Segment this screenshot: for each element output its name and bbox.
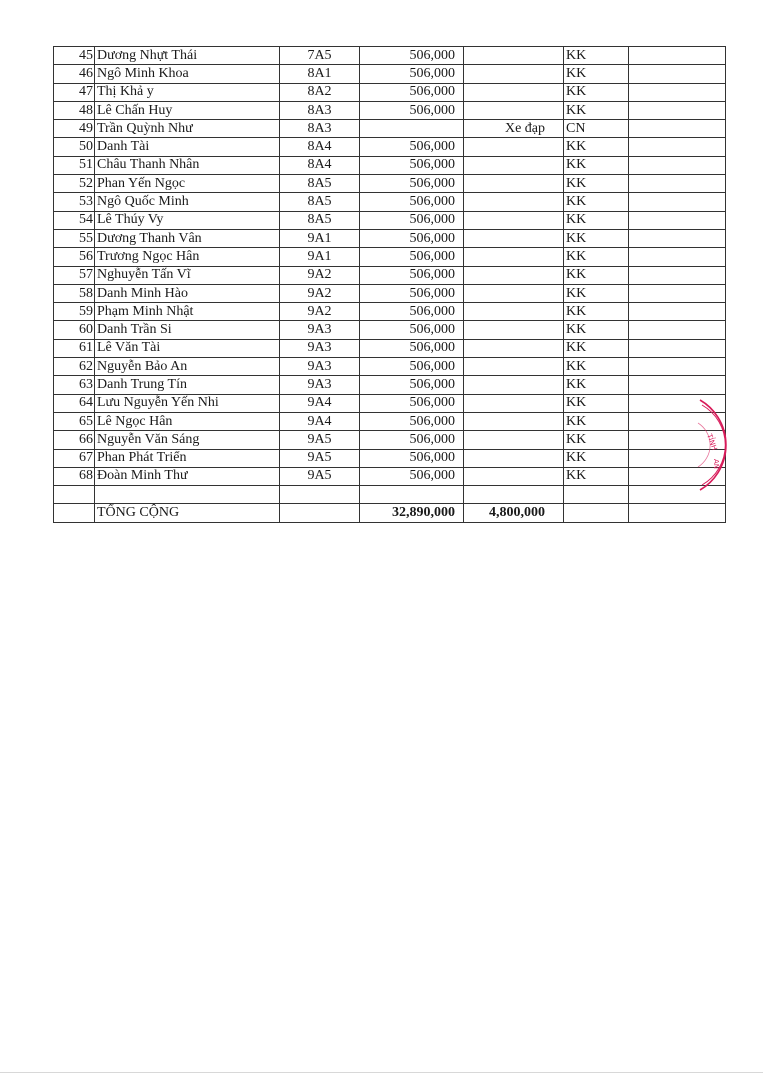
note-cell <box>629 211 726 229</box>
note-cell <box>629 193 726 211</box>
amount-cell: 506,000 <box>360 156 464 174</box>
type-cell: KK <box>564 412 629 430</box>
row-number: 60 <box>54 321 95 339</box>
amount-cell: 506,000 <box>360 358 464 376</box>
class-cell: 8A4 <box>280 156 360 174</box>
row-number: 47 <box>54 83 95 101</box>
amount-cell: 506,000 <box>360 449 464 467</box>
student-name: Lê Chấn Huy <box>95 101 280 119</box>
row-number: 53 <box>54 193 95 211</box>
amount-cell: 506,000 <box>360 211 464 229</box>
class-cell: 8A2 <box>280 83 360 101</box>
class-cell: 9A2 <box>280 284 360 302</box>
table-row <box>54 47 726 65</box>
class-cell: 9A2 <box>280 303 360 321</box>
amount-cell: 506,000 <box>360 284 464 302</box>
row-number: 50 <box>54 138 95 156</box>
row-number: 56 <box>54 248 95 266</box>
amount-cell: 506,000 <box>360 138 464 156</box>
type-cell: CN <box>564 120 629 138</box>
class-cell: 9A3 <box>280 321 360 339</box>
total-amount: 32,890,000 <box>360 504 464 522</box>
other-cell <box>464 156 564 174</box>
class-cell: 9A5 <box>280 431 360 449</box>
class-cell: 8A3 <box>280 101 360 119</box>
svg-text:TỈNH: TỈNH <box>705 432 719 452</box>
other-cell <box>464 449 564 467</box>
note-cell <box>629 120 726 138</box>
table-row <box>54 467 726 485</box>
row-number: 45 <box>54 47 95 65</box>
note-cell <box>629 175 726 193</box>
class-cell: 9A3 <box>280 358 360 376</box>
table-row <box>54 303 726 321</box>
row-number: 48 <box>54 101 95 119</box>
other-cell <box>464 358 564 376</box>
svg-text:AN: AN <box>712 459 720 470</box>
type-cell: KK <box>564 467 629 485</box>
row-number: 55 <box>54 229 95 247</box>
amount-cell: 506,000 <box>360 193 464 211</box>
amount-cell: 506,000 <box>360 248 464 266</box>
other-cell <box>464 193 564 211</box>
type-cell: KK <box>564 65 629 83</box>
row-number: 64 <box>54 394 95 412</box>
note-cell <box>629 83 726 101</box>
other-cell <box>464 412 564 430</box>
type-cell: KK <box>564 303 629 321</box>
student-name: Dương Thanh Vân <box>95 229 280 247</box>
total-note-cell <box>629 504 726 522</box>
type-cell: KK <box>564 431 629 449</box>
table-row <box>54 412 726 430</box>
type-cell: KK <box>564 449 629 467</box>
table-row <box>54 120 726 138</box>
amount-cell: 506,000 <box>360 431 464 449</box>
student-name: Ngô Minh Khoa <box>95 65 280 83</box>
class-cell: 9A1 <box>280 248 360 266</box>
type-cell: KK <box>564 101 629 119</box>
student-name: Lê Thúy Vy <box>95 211 280 229</box>
other-cell <box>464 284 564 302</box>
amount-cell: 506,000 <box>360 339 464 357</box>
total-row <box>54 504 726 522</box>
table-row <box>54 339 726 357</box>
amount-cell: 506,000 <box>360 65 464 83</box>
type-cell: KK <box>564 175 629 193</box>
table-row <box>54 138 726 156</box>
page-edge <box>0 1072 763 1073</box>
other-cell <box>464 211 564 229</box>
class-cell: 8A5 <box>280 175 360 193</box>
row-number: 67 <box>54 449 95 467</box>
class-cell: 9A4 <box>280 394 360 412</box>
other-cell <box>464 376 564 394</box>
amount-cell: 506,000 <box>360 47 464 65</box>
student-name: Phan Phát Triển <box>95 449 280 467</box>
note-cell <box>629 303 726 321</box>
student-name <box>95 486 280 504</box>
row-number: 65 <box>54 412 95 430</box>
table-row <box>54 358 726 376</box>
type-cell: KK <box>564 193 629 211</box>
student-name: Danh Trần Si <box>95 321 280 339</box>
other-cell <box>464 65 564 83</box>
row-number: 58 <box>54 284 95 302</box>
type-cell: KK <box>564 248 629 266</box>
student-name: Đoàn Minh Thư <box>95 467 280 485</box>
type-cell: KK <box>564 376 629 394</box>
class-cell: 8A3 <box>280 120 360 138</box>
table-row <box>54 321 726 339</box>
total-class-cell <box>280 504 360 522</box>
amount-cell: 506,000 <box>360 83 464 101</box>
type-cell: KK <box>564 138 629 156</box>
table-row <box>54 175 726 193</box>
student-name: Phan Yến Ngọc <box>95 175 280 193</box>
row-number: 52 <box>54 175 95 193</box>
other-cell <box>464 431 564 449</box>
table-row <box>54 101 726 119</box>
student-name: Dương Nhựt Thái <box>95 47 280 65</box>
student-name: Danh Trung Tín <box>95 376 280 394</box>
amount-cell: 506,000 <box>360 412 464 430</box>
note-cell <box>629 339 726 357</box>
other-cell <box>464 321 564 339</box>
table-row <box>54 449 726 467</box>
other-cell <box>464 486 564 504</box>
class-cell: 8A1 <box>280 65 360 83</box>
type-cell: KK <box>564 339 629 357</box>
class-cell: 9A3 <box>280 339 360 357</box>
table-row <box>54 284 726 302</box>
total-label: TỔNG CỘNG <box>95 504 280 522</box>
row-number: 49 <box>54 120 95 138</box>
class-cell: 8A5 <box>280 211 360 229</box>
amount-cell: 506,000 <box>360 394 464 412</box>
row-number: 54 <box>54 211 95 229</box>
note-cell <box>629 101 726 119</box>
student-name: Trần Quỳnh Như <box>95 120 280 138</box>
amount-cell: 506,000 <box>360 321 464 339</box>
note-cell <box>629 156 726 174</box>
row-number: 57 <box>54 266 95 284</box>
other-cell <box>464 47 564 65</box>
note-cell <box>629 47 726 65</box>
total-other: 4,800,000 <box>464 504 564 522</box>
table-row <box>54 193 726 211</box>
note-cell <box>629 284 726 302</box>
class-cell: 9A5 <box>280 467 360 485</box>
total-no-cell <box>54 504 95 522</box>
other-cell <box>464 101 564 119</box>
other-cell <box>464 266 564 284</box>
note-cell <box>629 229 726 247</box>
type-cell: KK <box>564 229 629 247</box>
type-cell: KK <box>564 211 629 229</box>
note-cell <box>629 266 726 284</box>
other-cell <box>464 339 564 357</box>
student-name: Trương Ngọc Hân <box>95 248 280 266</box>
table-row <box>54 431 726 449</box>
amount-cell <box>360 486 464 504</box>
type-cell <box>564 486 629 504</box>
row-number: 61 <box>54 339 95 357</box>
type-cell: KK <box>564 156 629 174</box>
class-cell: 9A4 <box>280 412 360 430</box>
table-row <box>54 211 726 229</box>
type-cell: KK <box>564 83 629 101</box>
row-number: 62 <box>54 358 95 376</box>
table-row <box>54 394 726 412</box>
other-cell: Xe đạp <box>464 120 564 138</box>
student-name: Lê Văn Tài <box>95 339 280 357</box>
note-cell <box>629 358 726 376</box>
note-cell <box>629 248 726 266</box>
table-row <box>54 229 726 247</box>
amount-cell: 506,000 <box>360 101 464 119</box>
row-number: 46 <box>54 65 95 83</box>
type-cell: KK <box>564 394 629 412</box>
official-stamp <box>690 395 763 495</box>
amount-cell: 506,000 <box>360 467 464 485</box>
class-cell <box>280 486 360 504</box>
class-cell: 8A4 <box>280 138 360 156</box>
other-cell <box>464 83 564 101</box>
amount-cell: 506,000 <box>360 303 464 321</box>
total-type-cell <box>564 504 629 522</box>
table-row <box>54 248 726 266</box>
student-name: Danh Tài <box>95 138 280 156</box>
student-name: Danh Minh Hào <box>95 284 280 302</box>
student-name: Lưu Nguyễn Yến Nhi <box>95 394 280 412</box>
amount-cell: 506,000 <box>360 376 464 394</box>
class-cell: 9A1 <box>280 229 360 247</box>
student-name: Lê Ngọc Hân <box>95 412 280 430</box>
amount-cell <box>360 120 464 138</box>
other-cell <box>464 175 564 193</box>
amount-cell: 506,000 <box>360 175 464 193</box>
other-cell <box>464 248 564 266</box>
student-name: Châu Thanh Nhân <box>95 156 280 174</box>
row-number: 59 <box>54 303 95 321</box>
note-cell <box>629 376 726 394</box>
row-number: 51 <box>54 156 95 174</box>
class-cell: 9A3 <box>280 376 360 394</box>
table-row <box>54 83 726 101</box>
row-number <box>54 486 95 504</box>
type-cell: KK <box>564 358 629 376</box>
other-cell <box>464 138 564 156</box>
row-number: 68 <box>54 467 95 485</box>
other-cell <box>464 394 564 412</box>
table-row <box>54 376 726 394</box>
class-cell: 7A5 <box>280 47 360 65</box>
student-name: Nghuyễn Tấn Vĩ <box>95 266 280 284</box>
student-table <box>53 46 726 523</box>
student-name: Phạm Minh Nhật <box>95 303 280 321</box>
student-name: Nguyễn Bảo An <box>95 358 280 376</box>
amount-cell: 506,000 <box>360 229 464 247</box>
type-cell: KK <box>564 47 629 65</box>
table-row <box>54 486 726 504</box>
class-cell: 9A5 <box>280 449 360 467</box>
student-name: Thị Khả y <box>95 83 280 101</box>
other-cell <box>464 303 564 321</box>
type-cell: KK <box>564 266 629 284</box>
table-row <box>54 156 726 174</box>
amount-cell: 506,000 <box>360 266 464 284</box>
row-number: 63 <box>54 376 95 394</box>
type-cell: KK <box>564 284 629 302</box>
row-number: 66 <box>54 431 95 449</box>
other-cell <box>464 467 564 485</box>
note-cell <box>629 65 726 83</box>
type-cell: KK <box>564 321 629 339</box>
table-row <box>54 266 726 284</box>
table-row <box>54 65 726 83</box>
class-cell: 9A2 <box>280 266 360 284</box>
note-cell <box>629 321 726 339</box>
student-name: Nguyễn Văn Sáng <box>95 431 280 449</box>
class-cell: 8A5 <box>280 193 360 211</box>
student-name: Ngô Quốc Minh <box>95 193 280 211</box>
other-cell <box>464 229 564 247</box>
note-cell <box>629 138 726 156</box>
